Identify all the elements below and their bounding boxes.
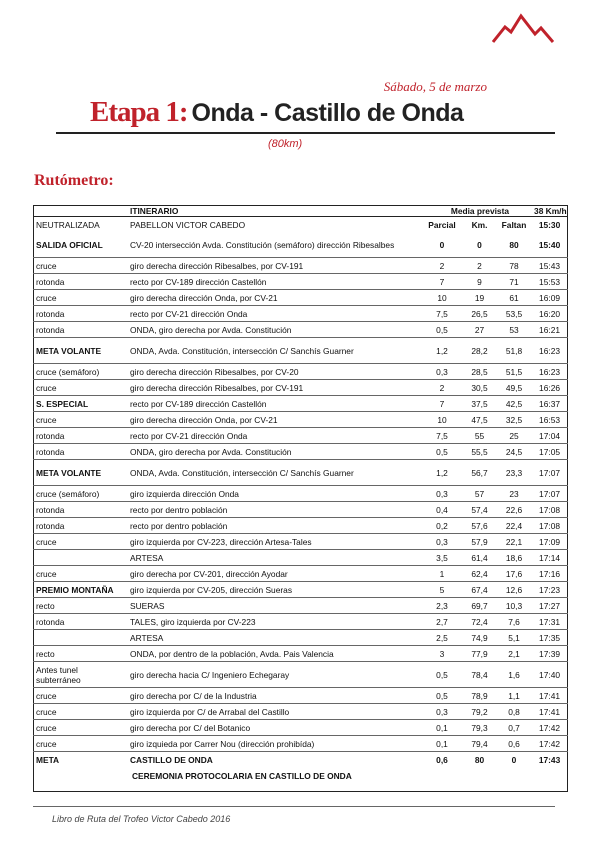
waypoint-km: 57,9: [462, 534, 497, 550]
table-row: [33, 752, 568, 768]
waypoint-ref: META: [36, 754, 60, 765]
waypoint-remaining-km: 0,8: [497, 704, 531, 720]
waypoint-remaining-km: 12,6: [497, 582, 531, 598]
table-row: [33, 460, 568, 486]
waypoint-remaining-km: 24,5: [497, 444, 531, 460]
waypoint-time: 15:43: [531, 258, 568, 274]
waypoint-km: 55,5: [462, 444, 497, 460]
table-row: [33, 232, 568, 258]
waypoint-time: 17:23: [531, 582, 568, 598]
table-row: [33, 518, 568, 534]
waypoint-km: 57,6: [462, 518, 497, 534]
waypoint-remaining-km: 22,4: [497, 518, 531, 534]
waypoint-itinerary: giro derecha dirección Onda, por CV-21: [127, 290, 422, 306]
waypoint-km: 78,4: [462, 662, 497, 688]
waypoint-itinerary: giro derecha por C/ del Botanico: [127, 720, 422, 736]
waypoint-ref: cruce: [33, 688, 127, 704]
waypoint-itinerary: CV-20 intersección Avda. Constitución (semáforo) dirección Ribesalbes: [127, 232, 422, 258]
waypoint-time: 17:35: [531, 630, 568, 646]
table-row: [33, 688, 568, 704]
table-row: [33, 736, 568, 752]
neutral-row: [33, 217, 568, 233]
waypoint-itinerary: giro izquierda por CV-205, dirección Sueras: [127, 582, 422, 598]
stage-route: Onda - Castillo de Onda: [191, 99, 464, 127]
waypoint-km: 2: [462, 258, 497, 274]
waypoint-partial-km: 0,3: [422, 534, 462, 550]
waypoint-itinerary: giro izquierda por C/ de Arrabal del Castillo: [127, 704, 422, 720]
page-footer: Libro de Ruta del Trofeo Victor Cabedo 2016: [52, 814, 231, 824]
table-row: [33, 258, 568, 274]
waypoint-partial-km: 5: [422, 582, 462, 598]
waypoint-km: 79,3: [462, 720, 497, 736]
waypoint-km: 61,4: [462, 550, 497, 566]
waypoint-time: 15:53: [531, 274, 568, 290]
waypoint-km: 69,7: [462, 598, 497, 614]
waypoint-ref: Antes tunel subterráneo: [33, 662, 127, 688]
waypoint-time: 17:07: [531, 460, 568, 486]
waypoint-partial-km: 3: [422, 646, 462, 662]
waypoint-time: 17:27: [531, 598, 568, 614]
waypoint-time: 17:41: [531, 704, 568, 720]
waypoint-km: 79,4: [462, 736, 497, 752]
table-row: [33, 662, 568, 688]
waypoint-remaining-km: 2,1: [497, 646, 531, 662]
footer-divider: [33, 806, 555, 807]
waypoint-km: 80: [474, 754, 485, 765]
waypoint-km: 28,5: [462, 364, 497, 380]
waypoint-partial-km: 0,5: [422, 444, 462, 460]
waypoint-partial-km: 1: [422, 566, 462, 582]
waypoint-time: 17:40: [531, 662, 568, 688]
waypoint-itinerary: giro izquierda dirección Onda: [127, 486, 422, 502]
waypoint-ref: cruce (semáforo): [33, 364, 127, 380]
table-row: [33, 396, 568, 412]
col-partial-header: Parcial: [428, 219, 456, 230]
waypoint-time: 17:16: [531, 566, 568, 582]
waypoint-remaining-km: 51,8: [497, 338, 531, 364]
waypoint-ref: rotonda: [33, 322, 127, 338]
waypoint-remaining-km: 1,1: [497, 688, 531, 704]
waypoint-ref: cruce: [33, 704, 127, 720]
waypoint-ref: cruce: [33, 534, 127, 550]
table-row: [33, 630, 568, 646]
average-speed-value: 38 Km/h: [531, 206, 568, 217]
waypoint-partial-km: 7: [422, 274, 462, 290]
waypoint-time: 17:07: [531, 486, 568, 502]
waypoint-time: 17:05: [531, 444, 568, 460]
waypoint-ref: cruce: [33, 290, 127, 306]
waypoint-km: 27: [462, 322, 497, 338]
waypoint-partial-km: 3,5: [422, 550, 462, 566]
table-row: [33, 380, 568, 396]
waypoint-km: 72,4: [462, 614, 497, 630]
waypoint-partial-km: 2,7: [422, 614, 462, 630]
waypoint-partial-km: 7,5: [422, 428, 462, 444]
table-row: [33, 582, 568, 598]
waypoint-partial-km: 0,3: [422, 364, 462, 380]
waypoint-ref: cruce: [33, 380, 127, 396]
stage-distance: (80km): [268, 138, 303, 150]
table-row: [33, 566, 568, 582]
waypoint-ref: PREMIO MONTAÑA: [33, 582, 127, 598]
waypoint-partial-km: 0,3: [422, 704, 462, 720]
waypoint-km: 37,5: [462, 396, 497, 412]
waypoint-itinerary: recto por CV-21 dirección Onda: [127, 428, 422, 444]
waypoint-remaining-km: 32,5: [497, 412, 531, 428]
waypoint-partial-km: 1,2: [422, 338, 462, 364]
waypoint-ref: rotonda: [33, 518, 127, 534]
table-row: [33, 598, 568, 614]
waypoint-remaining-km: 53: [497, 322, 531, 338]
waypoint-ref: META VOLANTE: [33, 338, 127, 364]
waypoint-partial-km: 10: [422, 412, 462, 428]
waypoint-remaining-km: 51,5: [497, 364, 531, 380]
table-row: [33, 412, 568, 428]
waypoint-itinerary: CASTILLO DE ONDA: [130, 754, 213, 765]
waypoint-km: 47,5: [462, 412, 497, 428]
waypoint-partial-km: 2: [422, 258, 462, 274]
waypoint-itinerary: ARTESA: [127, 630, 422, 646]
average-speed-label: Media prevista: [422, 206, 531, 217]
table-row: [33, 720, 568, 736]
waypoint-partial-km: 7,5: [422, 306, 462, 322]
waypoint-itinerary: giro izquieda por Carrer Nou (dirección prohibída): [127, 736, 422, 752]
waypoint-ref: recto: [33, 598, 127, 614]
waypoint-time: 16:23: [531, 338, 568, 364]
waypoint-partial-km: 0,5: [422, 662, 462, 688]
waypoint-km: 79,2: [462, 704, 497, 720]
waypoint-remaining-km: 49,5: [497, 380, 531, 396]
waypoint-time: 16:21: [531, 322, 568, 338]
mountain-logo-icon: [492, 12, 554, 44]
waypoint-itinerary: recto por dentro población: [127, 518, 422, 534]
waypoint-itinerary: ONDA, giro derecha por Avda. Constitución: [127, 322, 422, 338]
table-row: [33, 614, 568, 630]
waypoint-itinerary: recto por dentro población: [127, 502, 422, 518]
waypoint-km: 62,4: [462, 566, 497, 582]
waypoint-km: 26,5: [462, 306, 497, 322]
waypoint-partial-km: 0,1: [422, 720, 462, 736]
waypoint-km: 9: [462, 274, 497, 290]
neutral-label: NEUTRALIZADA: [36, 219, 100, 230]
waypoint-ref: recto: [33, 646, 127, 662]
table-row: [33, 364, 568, 380]
waypoint-itinerary: recto por CV-189 dirección Castellón: [127, 274, 422, 290]
waypoint-remaining-km: 18,6: [497, 550, 531, 566]
waypoint-itinerary: giro izquierda por CV-223, dirección Artesa-Tales: [127, 534, 422, 550]
waypoint-partial-km: 1,2: [422, 460, 462, 486]
waypoint-time: 16:09: [531, 290, 568, 306]
waypoint-partial-km: 2,5: [422, 630, 462, 646]
table-row: [33, 502, 568, 518]
neutral-place: PABELLON VICTOR CABEDO: [130, 219, 246, 230]
waypoint-km: 0: [462, 232, 497, 258]
waypoint-time: 16:26: [531, 380, 568, 396]
waypoint-partial-km: 10: [422, 290, 462, 306]
waypoint-ref: cruce: [33, 258, 127, 274]
page-title: [90, 96, 463, 129]
waypoint-ref: S. ESPECIAL: [33, 396, 127, 412]
waypoint-km: 57: [462, 486, 497, 502]
waypoint-ref: cruce (semáforo): [33, 486, 127, 502]
waypoint-partial-km: 0,6: [436, 754, 448, 765]
waypoint-remaining-km: 61: [497, 290, 531, 306]
waypoint-itinerary: giro derecha hacia C/ Ingeniero Echegaray: [127, 662, 422, 688]
waypoint-remaining-km: 7,6: [497, 614, 531, 630]
waypoint-partial-km: 2,3: [422, 598, 462, 614]
waypoint-itinerary: giro derecha dirección Ribesalbes, por CV-20: [127, 364, 422, 380]
waypoint-itinerary: giro derecha por CV-201, dirección Ayodar: [127, 566, 422, 582]
waypoint-partial-km: 0: [422, 232, 462, 258]
waypoint-partial-km: 0,1: [422, 736, 462, 752]
waypoint-time: 16:37: [531, 396, 568, 412]
col-itinerary-header: ITINERARIO: [127, 206, 422, 217]
table-row: [33, 338, 568, 364]
waypoint-ref: cruce: [33, 566, 127, 582]
waypoint-time: 17:08: [531, 502, 568, 518]
table-row: [33, 534, 568, 550]
waypoint-time: 17:39: [531, 646, 568, 662]
waypoint-time: 15:40: [531, 232, 568, 258]
waypoint-remaining-km: 53,5: [497, 306, 531, 322]
waypoint-itinerary: ARTESA: [127, 550, 422, 566]
waypoint-itinerary: recto por CV-189 dirección Castellón: [127, 396, 422, 412]
waypoint-remaining-km: 5,1: [497, 630, 531, 646]
waypoint-remaining-km: 1,6: [497, 662, 531, 688]
waypoint-ref: rotonda: [33, 614, 127, 630]
waypoint-remaining-km: 71: [497, 274, 531, 290]
waypoint-time: 16:20: [531, 306, 568, 322]
waypoint-partial-km: 0,5: [422, 322, 462, 338]
waypoint-ref: cruce: [33, 412, 127, 428]
waypoint-ref: rotonda: [33, 444, 127, 460]
waypoint-remaining-km: 0,6: [497, 736, 531, 752]
table-row: [33, 486, 568, 502]
waypoint-ref: rotonda: [33, 502, 127, 518]
col-remaining-header: Faltan: [501, 219, 527, 230]
waypoint-km: 77,9: [462, 646, 497, 662]
table-row: [33, 704, 568, 720]
waypoint-itinerary: SUERAS: [127, 598, 422, 614]
table-row: [33, 444, 568, 460]
waypoint-ref: rotonda: [33, 428, 127, 444]
waypoint-itinerary: TALES, giro izquierda por CV-223: [127, 614, 422, 630]
waypoint-partial-km: 0,5: [422, 688, 462, 704]
waypoint-time: 17:04: [531, 428, 568, 444]
waypoint-ref: cruce: [33, 736, 127, 752]
waypoint-time: 17:43: [538, 754, 561, 765]
table-row: [33, 290, 568, 306]
waypoint-time: 16:53: [531, 412, 568, 428]
waypoint-km: 55: [462, 428, 497, 444]
waypoint-km: 67,4: [462, 582, 497, 598]
waypoint-remaining-km: 42,5: [497, 396, 531, 412]
waypoint-ref: rotonda: [33, 274, 127, 290]
waypoint-remaining-km: 22,1: [497, 534, 531, 550]
waypoint-ref: [33, 550, 127, 566]
waypoint-itinerary: giro derecha dirección Onda, por CV-21: [127, 412, 422, 428]
waypoint-remaining-km: 0,7: [497, 720, 531, 736]
waypoint-itinerary: ONDA, por dentro de la población, Avda. Pais Valencia: [127, 646, 422, 662]
waypoint-ref: META VOLANTE: [33, 460, 127, 486]
waypoint-time: 17:42: [531, 720, 568, 736]
waypoint-itinerary: giro derecha dirección Ribesalbes, por CV-191: [127, 380, 422, 396]
waypoint-remaining-km: 0: [511, 754, 517, 765]
ceremony-note: CEREMONIA PROTOCOLARIA EN CASTILLO DE ONDA: [132, 771, 352, 781]
waypoint-km: 78,9: [462, 688, 497, 704]
waypoint-partial-km: 7: [422, 396, 462, 412]
waypoint-itinerary: ONDA, giro derecha por Avda. Constitución: [127, 444, 422, 460]
waypoint-remaining-km: 23,3: [497, 460, 531, 486]
waypoint-time: 17:42: [531, 736, 568, 752]
title-divider: [56, 132, 555, 134]
table-row: [33, 274, 568, 290]
waypoint-ref: [33, 630, 127, 646]
waypoint-time: 17:14: [531, 550, 568, 566]
waypoint-partial-km: 0,2: [422, 518, 462, 534]
waypoint-itinerary: giro derecha por C/ de la Industria: [127, 688, 422, 704]
waypoint-remaining-km: 17,6: [497, 566, 531, 582]
waypoint-remaining-km: 25: [497, 428, 531, 444]
waypoint-remaining-km: 10,3: [497, 598, 531, 614]
waypoint-itinerary: giro derecha dirección Ribesalbes, por CV-191: [127, 258, 422, 274]
waypoint-itinerary: ONDA, Avda. Constitución, intersección C/ Sanchís Guarner: [127, 460, 422, 486]
waypoint-km: 74,9: [462, 630, 497, 646]
waypoint-km: 57,4: [462, 502, 497, 518]
route-table: [33, 206, 568, 767]
table-row: [33, 306, 568, 322]
waypoint-km: 56,7: [462, 460, 497, 486]
waypoint-remaining-km: 80: [497, 232, 531, 258]
waypoint-time: 17:31: [531, 614, 568, 630]
waypoint-partial-km: 0,4: [422, 502, 462, 518]
stage-label: Etapa 1:: [90, 96, 188, 128]
waypoint-ref: SALIDA OFICIAL: [33, 232, 127, 258]
table-row: [33, 550, 568, 566]
waypoint-km: 30,5: [462, 380, 497, 396]
waypoint-itinerary: recto por CV-21 dirección Onda: [127, 306, 422, 322]
waypoint-time: 17:09: [531, 534, 568, 550]
table-row: [33, 428, 568, 444]
neutral-time: 15:30: [538, 219, 561, 230]
waypoint-partial-km: 2: [422, 380, 462, 396]
waypoint-time: 17:08: [531, 518, 568, 534]
section-heading: Rutómetro:: [34, 172, 114, 189]
waypoint-time: 16:23: [531, 364, 568, 380]
waypoint-remaining-km: 78: [497, 258, 531, 274]
table-header-row: [33, 206, 568, 217]
stage-date: Sábado, 5 de marzo: [383, 79, 487, 94]
waypoint-km: 19: [462, 290, 497, 306]
waypoint-remaining-km: 22,6: [497, 502, 531, 518]
table-row: [33, 646, 568, 662]
waypoint-time: 17:41: [531, 688, 568, 704]
waypoint-ref: rotonda: [33, 306, 127, 322]
waypoint-partial-km: 0,3: [422, 486, 462, 502]
waypoint-ref: cruce: [33, 720, 127, 736]
col-km-header: Km.: [471, 219, 488, 230]
waypoint-itinerary: ONDA, Avda. Constitución, intersección C/ Sanchís Guarner: [127, 338, 422, 364]
waypoint-km: 28,2: [462, 338, 497, 364]
table-row: [33, 322, 568, 338]
waypoint-remaining-km: 23: [497, 486, 531, 502]
